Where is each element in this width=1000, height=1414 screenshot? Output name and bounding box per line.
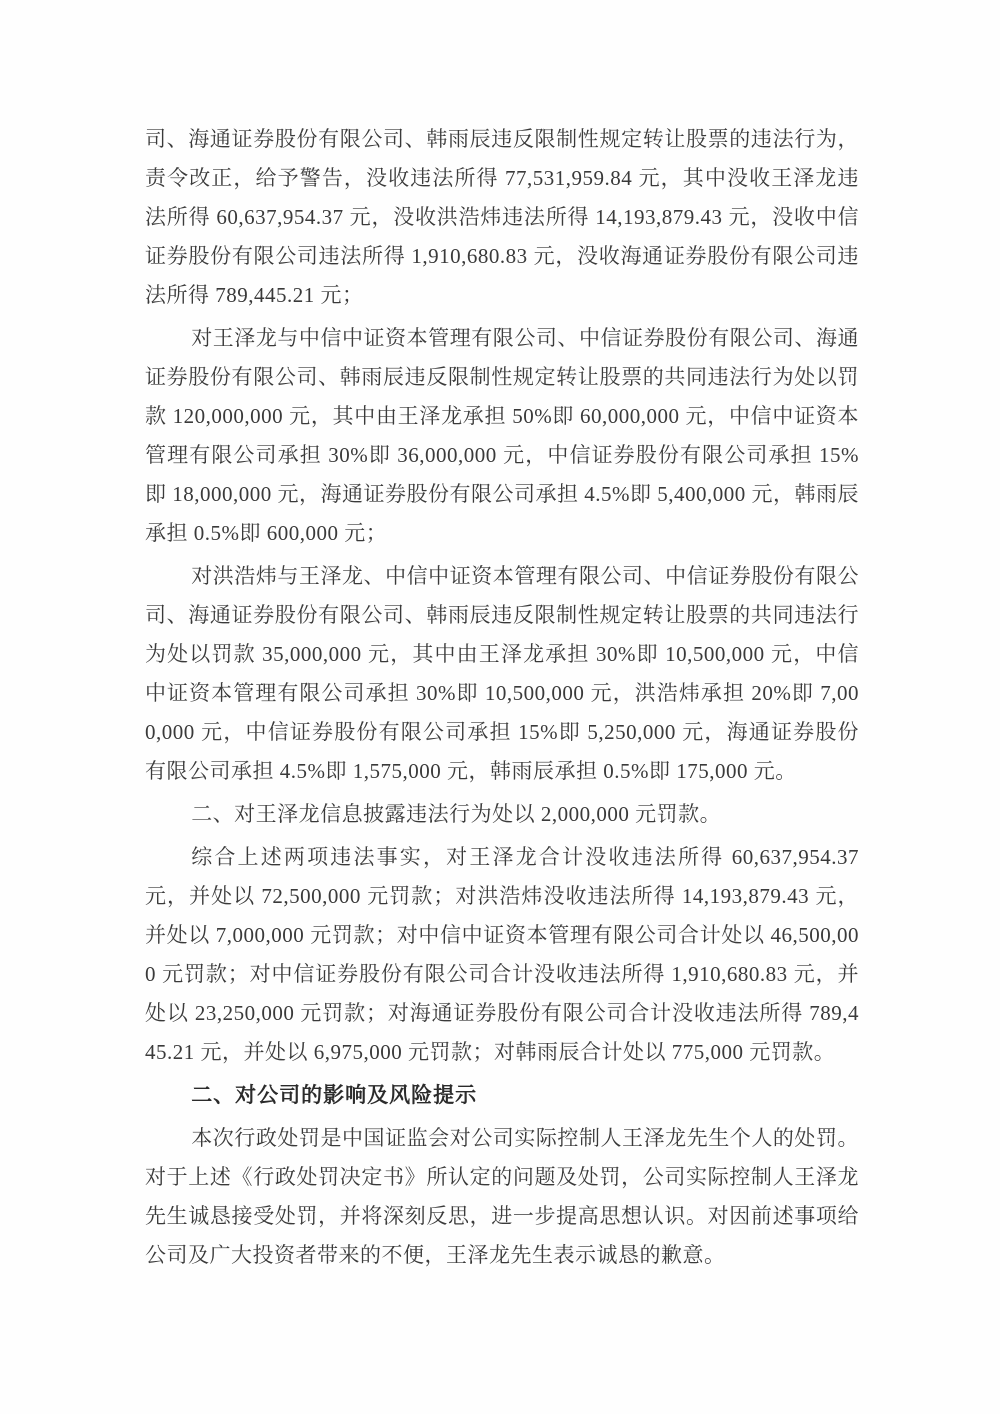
paragraph: 对洪浩炜与王泽龙、中信中证资本管理有限公司、中信证券股份有限公司、海通证券股份有限公司、韩雨辰违反限制性规定转让股票的共同违法行为处以罚款 35,000,000 元，其中由王泽龙承担 30%即 10,500,000 元，中信中证资本管理有限公司承担 30%即 10,500,000 元，洪浩炜承担 20%即 7,000,000 元，中信证券股份有限公司承担 15%即 5,250,000 元，海通证券股份有限公司承担 4.5%即 1,575,000 元，韩雨辰承担 0.5%即 175,000 元。 xyxy=(145,564,860,783)
paragraph: 司、海通证券股份有限公司、韩雨辰违反限制性规定转让股票的违法行为，责令改正，给予警告，没收违法所得 77,531,959.84 元，其中没收王泽龙违法所得 60,637,954.37 元，没收洪浩炜违法所得 14,193,879.43 元，没收中信证券股份有限公司违法所得 1,910,680.83 元，没收海通证券股份有限公司违法所得 789,445.21 元； xyxy=(145,127,859,307)
paragraph: 本次行政处罚是中国证监会对公司实际控制人王泽龙先生个人的处罚。对于上述《行政处罚决定书》所认定的问题及处罚，公司实际控制人王泽龙先生诚恳接受处罚，并将深刻反思，进一步提高思想认识。对因前述事项给公司及广大投资者带来的不便，王泽龙先生表示诚恳的歉意。 xyxy=(145,1126,859,1267)
paragraph: 综合上述两项违法事实，对王泽龙合计没收违法所得 60,637,954.37 元，并处以 72,500,000 元罚款；对洪浩炜没收违法所得 14,193,879.43 元，并处以 7,000,000 元罚款；对中信中证资本管理有限公司合计处以 46,500,000 元罚款；对中信证券股份有限公司合计没收违法所得 1,910,680.83 元，并处以 23,250,000 元罚款；对海通证券股份有限公司合计没收违法所得 789,445.21 元，并处以 6,975,000 元罚款；对韩雨辰合计处以 775,000 元罚款。 xyxy=(145,845,859,1064)
section-heading: 二、对公司的影响及风险提示 xyxy=(191,1083,478,1107)
document-content xyxy=(145,120,859,1279)
paragraph: 对王泽龙与中信中证资本管理有限公司、中信证券股份有限公司、海通证券股份有限公司、韩雨辰违反限制性规定转让股票的共同违法行为处以罚款 120,000,000 元，其中由王泽龙承担 50%即 60,000,000 元，中信中证资本管理有限公司承担 30%即 36,000,000 元，中信证券股份有限公司承担 15%即 18,000,000 元，海通证券股份有限公司承担 4.5%即 5,400,000 元，韩雨辰承担 0.5%即 600,000 元； xyxy=(145,326,859,545)
paragraph: 二、对王泽龙信息披露违法行为处以 2,000,000 元罚款。 xyxy=(191,802,722,826)
